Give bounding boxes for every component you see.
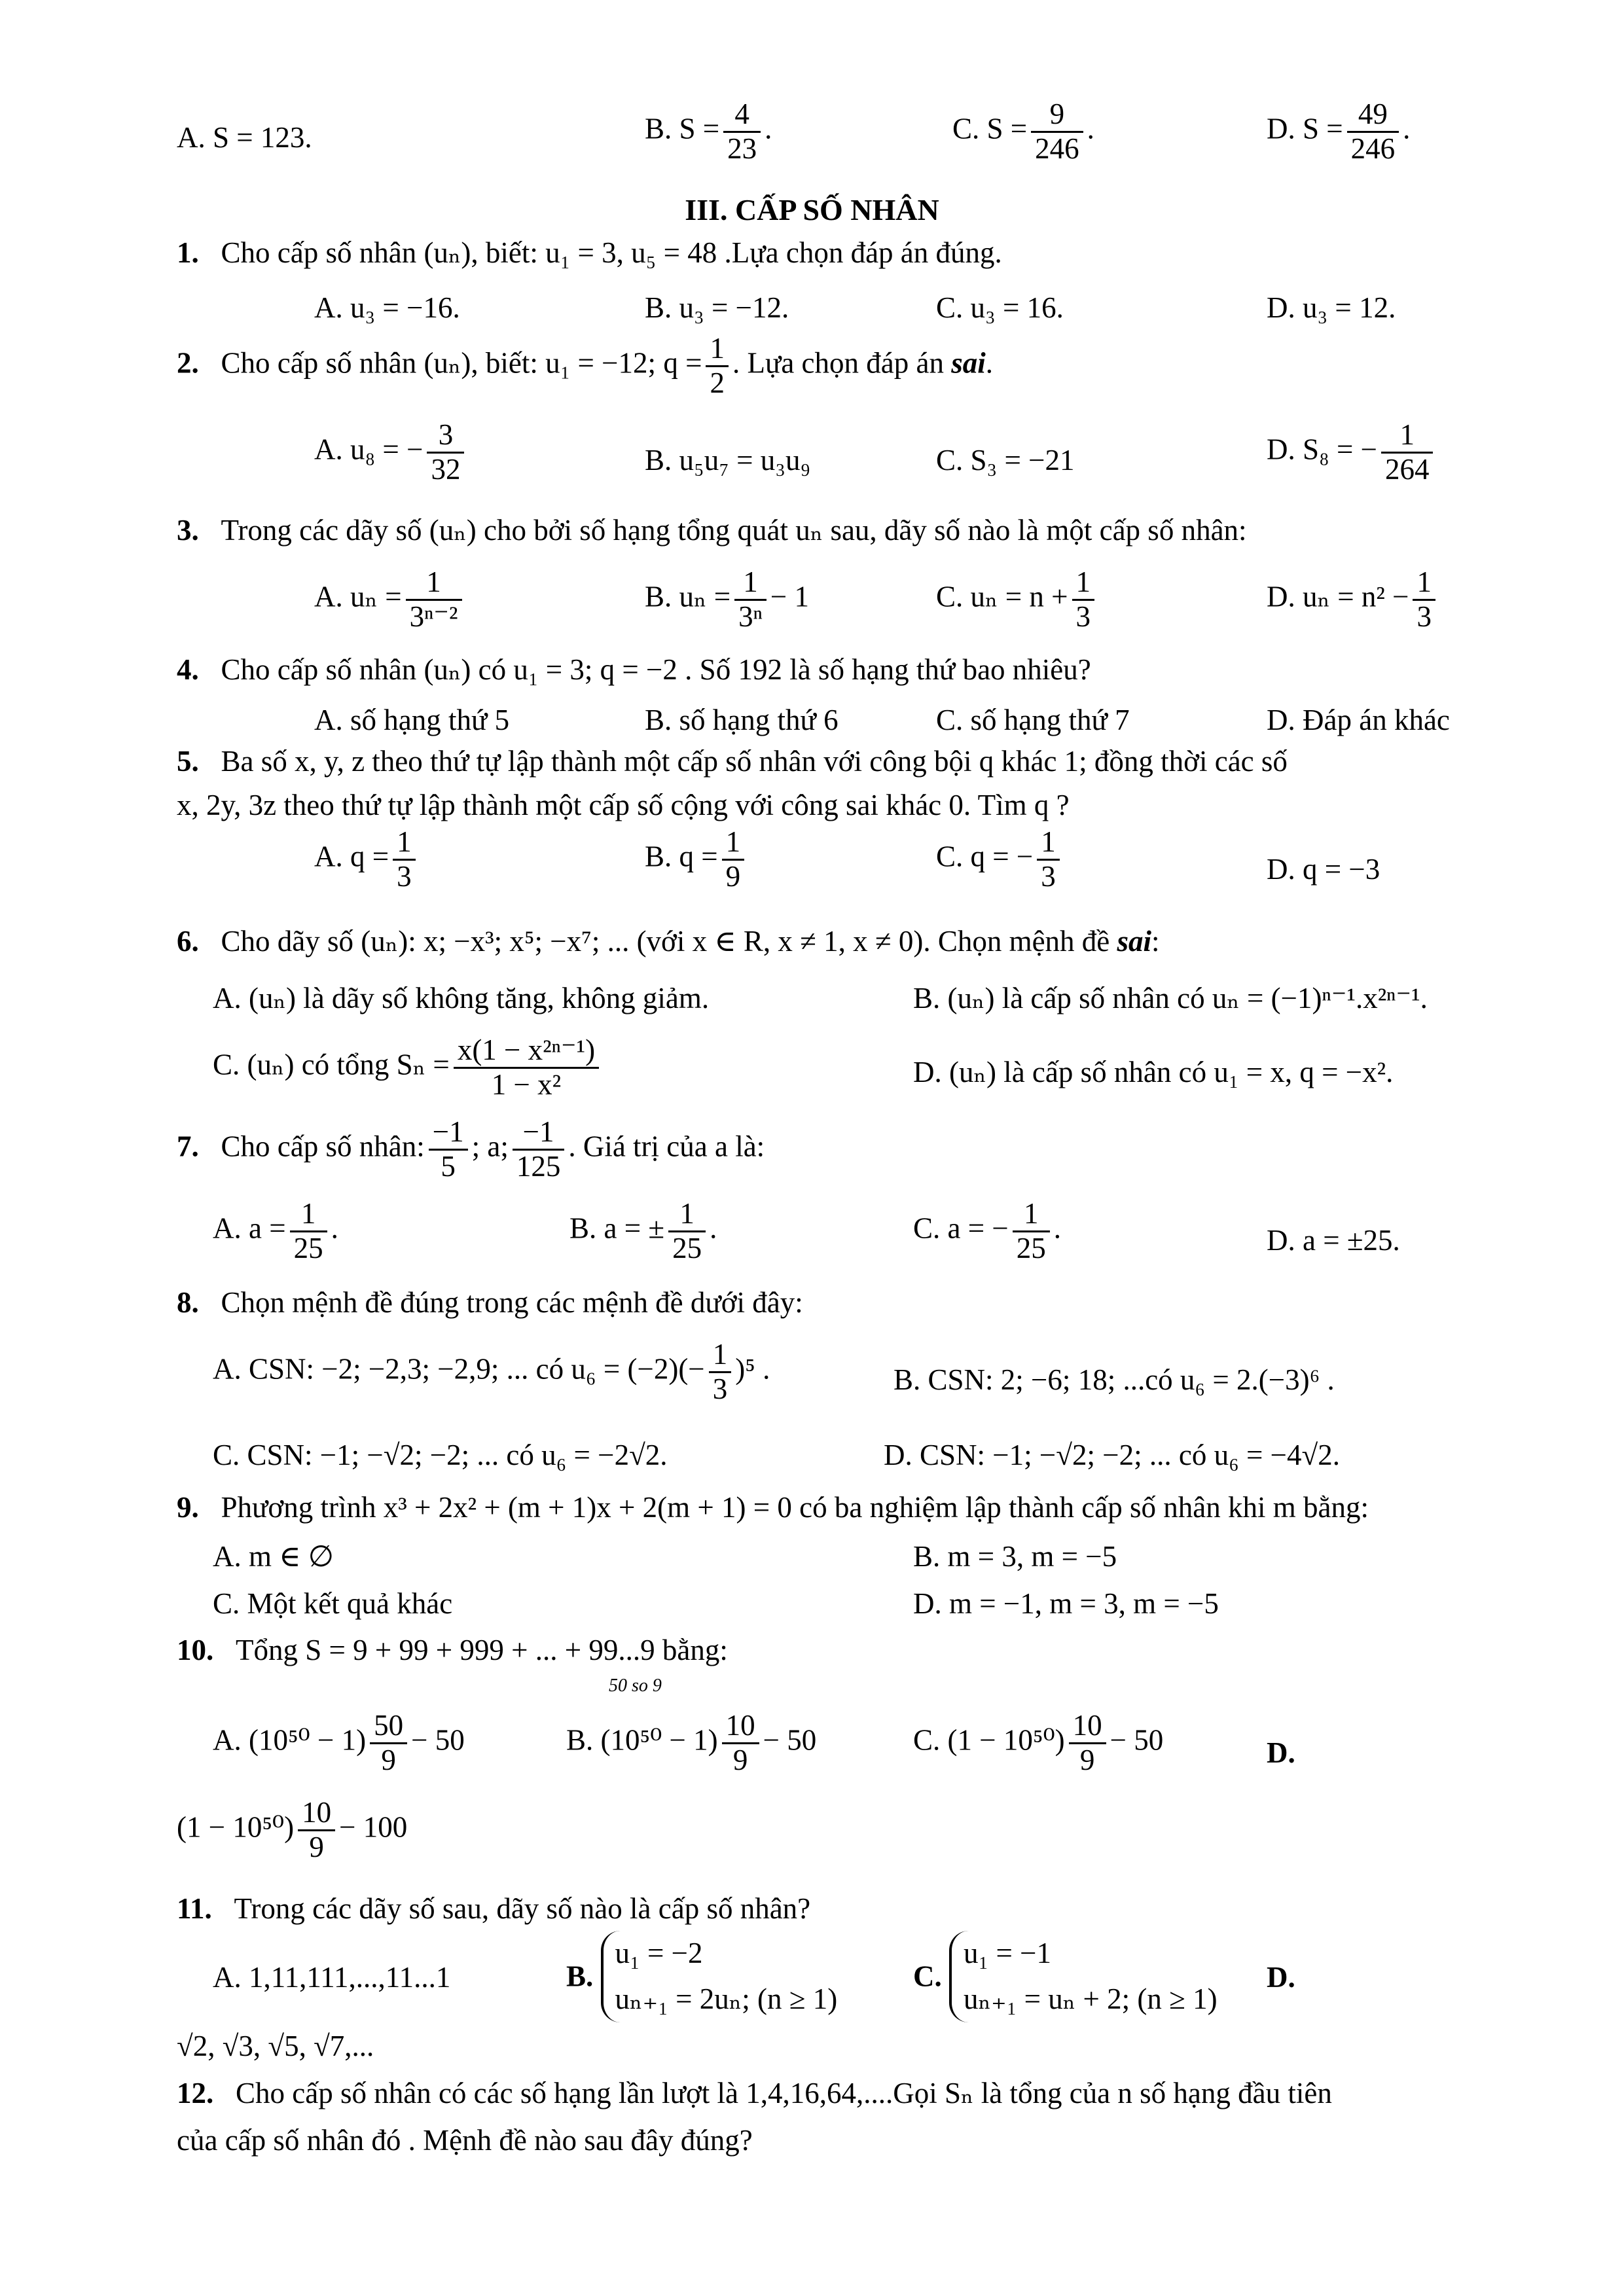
q5-option-d: D. q = −3 xyxy=(1267,853,1380,886)
q3-option-d: D. uₙ = n² − $\frac{1}{3}$ xyxy=(1267,566,1439,633)
q1-option-c: C. u₃ = 16. xyxy=(936,291,1064,324)
q1-option-d: D. u₃ = 12. xyxy=(1267,291,1396,324)
q3-option-b: B. uₙ = $\frac{1}{\text{3ⁿ}}$ − 1 xyxy=(645,565,809,633)
q1-option-b: B. u₃ = −12. xyxy=(645,291,789,324)
q4-option-b: B. số hạng thứ 6 xyxy=(645,704,839,736)
fraction: $\frac{1}{25}$ xyxy=(290,1198,327,1265)
q11-option-a: A. 1,11,111,...,11...1 xyxy=(213,1961,451,1994)
q10-option-b: B. (10⁵⁰ − 1) $\frac{10}{9}$ − 50 xyxy=(566,1709,817,1776)
fraction: $\frac{1}{3}$ xyxy=(1037,826,1060,893)
fraction: $\frac{1}{25}$ xyxy=(1013,1198,1050,1265)
q3-stem: 3. Trong các dãy số (uₙ) cho bởi số hạng tổng quát uₙ sau, dãy số nào là một cấp số nhân: xyxy=(177,514,1247,547)
q3-option-a: A. uₙ = $\frac{1}{\text{3ⁿ⁻²}}$ xyxy=(314,566,466,633)
equation-system: u₁ = −1 uₙ₊₁ = uₙ + 2; (n ≥ 1) xyxy=(949,1931,1218,2022)
fraction: $\frac{10}{9}$ xyxy=(1069,1710,1106,1776)
q1-stem: 1. Cho cấp số nhân (uₙ), biết: u₁ = 3, u₅ = 48 .Lựa chọn đáp án đúng. xyxy=(177,236,1002,269)
fraction: $\frac{3}{32}$ xyxy=(427,419,464,486)
q8-option-b: B. CSN: 2; −6; 18; ...có u₆ = 2.(−3)⁶ . xyxy=(893,1363,1335,1396)
q0-option-c: C. S = $\frac{9}{246}$ . xyxy=(952,98,1094,165)
q9-option-b: B. m = 3, m = −5 xyxy=(913,1540,1117,1573)
q6-option-d: D. (uₙ) là cấp số nhân có u₁ = x, q = −x². xyxy=(913,1056,1394,1088)
fraction: $\frac{-1}{125}$ xyxy=(513,1116,565,1183)
q7-option-d: D. a = ±25. xyxy=(1267,1224,1400,1257)
q7-option-a: A. a = $\frac{1}{25}$ . xyxy=(213,1197,338,1265)
q5-stem-line1: 5. Ba số x, y, z theo thứ tự lập thành một cấp số nhân với công bội q khác 1; đồng thời các số xyxy=(177,745,1288,778)
q0-option-b: B. S = $\frac{4}{23}$ . xyxy=(645,98,772,165)
q7-option-c: C. a = − $\frac{1}{25}$ . xyxy=(913,1197,1061,1265)
fraction: $\frac{9}{246}$ xyxy=(1031,98,1083,165)
q0-option-a: A. S = 123. xyxy=(177,121,312,154)
fraction: $\frac{1}{9}$ xyxy=(722,826,745,893)
q9-option-c: C. Một kết quả khác xyxy=(213,1587,453,1620)
q5-stem-line2: x, 2y, 3z theo thứ tự lập thành một cấp số cộng với công sai khác 0. Tìm q ? xyxy=(177,789,1070,821)
q7-stem: 7. Cho cấp số nhân: $\frac{-1}{5}$ ; a; $\frac{-1}{125}$ . Giá trị của a là: xyxy=(177,1115,765,1183)
q2-option-d: D. S₈ = − $\frac{1}{264}$ xyxy=(1267,419,1437,486)
q10-option-c: C. (1 − 10⁵⁰) $\frac{10}{9}$ − 50 xyxy=(913,1709,1164,1776)
q2-stem: 2. Cho cấp số nhân (uₙ), biết: u₁ = −12; q = $\frac{1}{2}$ . Lựa chọn đáp án sai. xyxy=(177,332,993,399)
q11-option-d: √2, √3, √5, √7,... xyxy=(177,2030,374,2062)
fraction: $\frac{1}{25}$ xyxy=(668,1198,706,1265)
q8-option-d: D. CSN: −1; −√2; −2; ... có u₆ = −4√2. xyxy=(884,1439,1340,1471)
fraction: $\frac{1}{\text{3ⁿ⁻²}}$ xyxy=(406,566,462,633)
fraction: $\frac{50}{9}$ xyxy=(370,1710,407,1776)
q11-option-b: B. u₁ = −2 uₙ₊₁ = 2uₙ; (n ≥ 1) xyxy=(566,1931,837,2022)
q9-option-d: D. m = −1, m = 3, m = −5 xyxy=(913,1587,1219,1620)
q10-underbrace-note: 50 so 9 xyxy=(609,1676,662,1696)
q4-option-a: A. số hạng thứ 5 xyxy=(314,704,510,736)
fraction: $\frac{49}{246}$ xyxy=(1347,98,1399,165)
q2-option-c: C. S₃ = −21 xyxy=(936,444,1075,476)
q8-option-c: C. CSN: −1; −√2; −2; ... có u₆ = −2√2. xyxy=(213,1439,668,1471)
q11-option-c: C. u₁ = −1 uₙ₊₁ = uₙ + 2; (n ≥ 1) xyxy=(913,1931,1218,2022)
q0-option-d: D. S = $\frac{49}{246}$ . xyxy=(1267,98,1411,165)
fraction: $\frac{1}{3}$ xyxy=(709,1338,732,1405)
q5-option-a: A. q = $\frac{1}{3}$ xyxy=(314,826,420,893)
q10-option-a: A. (10⁵⁰ − 1) $\frac{50}{9}$ − 50 xyxy=(213,1709,465,1776)
fraction: $\frac{1}{3}$ xyxy=(393,826,416,893)
q12-stem-line1: 12. Cho cấp số nhân có các số hạng lần lượt là 1,4,16,64,....Gọi Sₙ là tổng của n số hạng đầu tiên xyxy=(177,2077,1332,2109)
q4-stem: 4. Cho cấp số nhân (uₙ) có u₁ = 3; q = −2 . Số 192 là số hạng thứ bao nhiêu? xyxy=(177,653,1091,686)
q4-option-c: C. số hạng thứ 7 xyxy=(936,704,1130,736)
q6-option-b: B. (uₙ) là cấp số nhân có uₙ = (−1)ⁿ⁻¹.x²ⁿ⁻¹. xyxy=(913,982,1428,1014)
fraction: $\frac{1}{2}$ xyxy=(706,332,729,399)
q10-option-d-label: D. xyxy=(1267,1736,1295,1769)
q8-stem: 8. Chọn mệnh đề đúng trong các mệnh đề dưới đây: xyxy=(177,1286,803,1319)
q11-option-d-label: D. xyxy=(1267,1961,1295,1994)
q12-stem-line2: của cấp số nhân đó . Mệnh đề nào sau đây đúng? xyxy=(177,2124,753,2157)
fraction: $\frac{1}{3}$ xyxy=(1413,566,1435,633)
q5-option-b: B. q = $\frac{1}{9}$ xyxy=(645,826,748,893)
fraction: $\frac{1}{\text{3ⁿ}}$ xyxy=(734,566,767,633)
q2-option-b: B. u₅u₇ = u₃u₉ xyxy=(645,444,811,476)
fraction: $\frac{4}{23}$ xyxy=(723,98,761,165)
q2-option-a: A. u₈ = − $\frac{3}{32}$ xyxy=(314,419,468,486)
q10-stem: 10. Tổng S = 9 + 99 + 999 + ... + 99...9 bằng: xyxy=(177,1634,728,1666)
q9-stem: 9. Phương trình x³ + 2x² + (m + 1)x + 2(m + 1) = 0 có ba nghiệm lập thành cấp số nhân khi m bằng: xyxy=(177,1491,1369,1524)
q11-stem: 11. Trong các dãy số sau, dãy số nào là cấp số nhân? xyxy=(177,1892,811,1925)
fraction: $\frac{-1}{5}$ xyxy=(429,1116,468,1183)
q7-option-b: B. a = ± $\frac{1}{25}$ . xyxy=(569,1197,717,1265)
fraction: $\frac{\text{x(1 − x²ⁿ⁻¹)}}{\text{1 − x²}}$ xyxy=(454,1034,599,1101)
q6-option-a: A. (uₙ) là dãy số không tăng, không giảm. xyxy=(213,982,710,1014)
fraction: $\frac{1}{264}$ xyxy=(1381,419,1434,486)
fraction: $\frac{10}{9}$ xyxy=(298,1797,335,1863)
q9-option-a: A. m ∈ ∅ xyxy=(213,1540,334,1573)
q10-option-d: (1 − 10⁵⁰) $\frac{10}{9}$ − 100 xyxy=(177,1796,408,1863)
q1-option-a: A. u₃ = −16. xyxy=(314,291,460,324)
equation-system: u₁ = −2 uₙ₊₁ = 2uₙ; (n ≥ 1) xyxy=(601,1931,838,2022)
q6-option-c: C. (uₙ) có tổng Sₙ = $\frac{\text{x(1 − x²ⁿ⁻¹)}}{\text{1 − x²}}$ xyxy=(213,1034,603,1101)
fraction: $\frac{10}{9}$ xyxy=(722,1710,759,1776)
q8-option-a: A. CSN: −2; −2,3; −2,9; ... có u₆ = (−2)(− $\frac{1}{3}$ )⁵ . xyxy=(213,1338,770,1405)
q5-option-c: C. q = − $\frac{1}{3}$ xyxy=(936,826,1064,893)
q4-option-d: D. Đáp án khác xyxy=(1267,704,1450,736)
fraction: $\frac{1}{3}$ xyxy=(1072,566,1095,633)
q6-stem: 6. Cho dãy số (uₙ): x; −x³; x⁵; −x⁷; ... (với x ∈ R, x ≠ 1, x ≠ 0). Chọn mệnh đề sai: xyxy=(177,925,1160,958)
q3-option-c: C. uₙ = n + $\frac{1}{3}$ xyxy=(936,566,1098,633)
section-title: III. CẤP SỐ NHÂN xyxy=(685,193,939,226)
